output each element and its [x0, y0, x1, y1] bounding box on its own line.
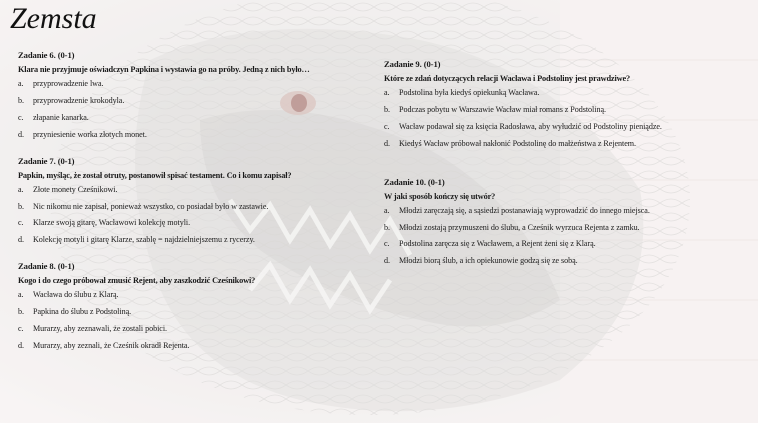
answer-option: [384, 139, 744, 148]
option-text: Nic nikomu nie zapisał, ponieważ wszystko, co posiadał było w zastawie.: [33, 201, 269, 211]
answer-option: [384, 88, 744, 97]
option-letter: a.: [384, 88, 390, 97]
answer-option: [18, 218, 358, 227]
task-10: [384, 177, 744, 266]
option-letter: d.: [18, 129, 24, 139]
task-header: Zadanie 8. (0-1): [18, 261, 75, 272]
option-text: złapanie kanarka.: [33, 112, 89, 122]
task-8: [18, 261, 358, 350]
option-letter: c.: [384, 239, 390, 249]
option-letter: b.: [18, 201, 24, 211]
answer-option: [18, 324, 358, 333]
task-question: Które ze zdań dotyczących relacji Wacława i Podstoliny jest prawdziwe?: [384, 74, 630, 83]
answer-option: [18, 290, 358, 299]
option-text: Złote monety Cześnikowi.: [33, 184, 118, 194]
option-text: Murarzy, aby zeznali, że Cześnik okradł Rejenta.: [33, 341, 190, 351]
answer-option: [384, 223, 744, 232]
option-text: przyprowadzenie krokodyla.: [33, 95, 125, 105]
option-letter: a.: [384, 205, 390, 215]
option-letter: c.: [18, 112, 24, 122]
page-title: Zemsta: [10, 2, 97, 35]
option-text: Kolekcję motyli i gitarę Klarze, szablę = najdzielniejszemu z rycerzy.: [33, 235, 255, 245]
answer-option: [18, 341, 358, 350]
option-letter: a.: [18, 79, 24, 88]
answer-option: [384, 239, 744, 248]
option-letter: d.: [384, 138, 390, 148]
tasks-right-column: [384, 59, 744, 273]
option-text: Młodzi zostają przymuszeni do ślubu, a Cześnik wyrzuca Rejenta z zamku.: [399, 222, 640, 232]
option-text: Kiedyś Wacław próbował nakłonić Podstolinę do małżeństwa z Rejentem.: [399, 138, 636, 148]
answer-option: [384, 105, 744, 114]
task-question: Papkin, myśląc, że został otruty, postanowił spisać testament. Co i komu zapisał?: [18, 170, 292, 180]
option-letter: a.: [18, 290, 24, 300]
option-text: przyprowadzenie lwa.: [33, 79, 104, 88]
answer-option: [18, 235, 358, 244]
task-question: Kogo i do czego próbował zmusić Rejent, aby zaszkodzić Cześnikowi?: [18, 276, 256, 286]
option-text: Młodzi biorą ślub, a ich opiekunowie godzą się ze sobą.: [399, 256, 578, 266]
answer-option: [18, 96, 358, 105]
answer-option: [384, 122, 744, 131]
answer-option: [18, 307, 358, 316]
task-header: Zadanie 10. (0-1): [384, 176, 445, 187]
option-letter: b.: [384, 104, 390, 114]
option-letter: d.: [18, 341, 24, 351]
option-letter: c.: [18, 324, 24, 334]
option-letter: b.: [384, 222, 390, 232]
task-header: Zadanie 6. (0-1): [18, 50, 75, 60]
task-question: W jaki sposób kończy się utwór?: [384, 191, 496, 201]
answer-option: [384, 256, 744, 265]
option-letter: c.: [384, 121, 390, 131]
task-question: Klara nie przyjmuje oświadczyn Papkina i wystawia go na próby. Jedną z nich było…: [18, 65, 310, 74]
option-text: Murarzy, aby zeznawali, że zostali pobici.: [33, 324, 168, 334]
option-letter: c.: [18, 218, 24, 228]
task-6: [18, 50, 358, 139]
answer-option: [384, 206, 744, 215]
option-text: Podczas pobytu w Warszawie Wacław miał romans z Podstoliną.: [399, 104, 606, 114]
task-7: [18, 156, 358, 245]
answer-option: [18, 202, 358, 211]
option-letter: a.: [18, 184, 24, 194]
task-header: Zadanie 7. (0-1): [18, 155, 75, 166]
option-text: Młodzi zaręczają się, a sąsiedzi postanawiają wyprowadzić do innego miejsca.: [399, 205, 650, 215]
option-letter: d.: [18, 235, 24, 245]
task-header: Zadanie 9. (0-1): [384, 59, 441, 69]
answer-option: [18, 130, 358, 139]
option-text: Wacław podawał się za księcia Radosława, aby wyłudzić od Podstoliny pieniądze.: [399, 121, 662, 131]
option-text: Podstolina zaręcza się z Wacławem, a Rejent żeni się z Klarą.: [399, 239, 596, 249]
tasks-left-column: [18, 50, 358, 358]
option-text: Podstolina była kiedyś opiekunką Wacława.: [399, 88, 540, 97]
answer-option: [18, 113, 358, 122]
answer-option: [18, 79, 358, 88]
option-text: przyniesienie worka złotych monet.: [33, 129, 147, 139]
option-text: Klarze swoją gitarę, Wacławowi kolekcję motyli.: [33, 218, 191, 228]
option-letter: d.: [384, 256, 390, 266]
option-letter: b.: [18, 95, 24, 105]
task-9: [384, 59, 744, 148]
option-letter: b.: [18, 307, 24, 317]
answer-option: [18, 185, 358, 194]
option-text: Papkina do ślubu z Podstoliną.: [33, 307, 132, 317]
option-text: Wacława do ślubu z Klarą.: [33, 290, 119, 300]
